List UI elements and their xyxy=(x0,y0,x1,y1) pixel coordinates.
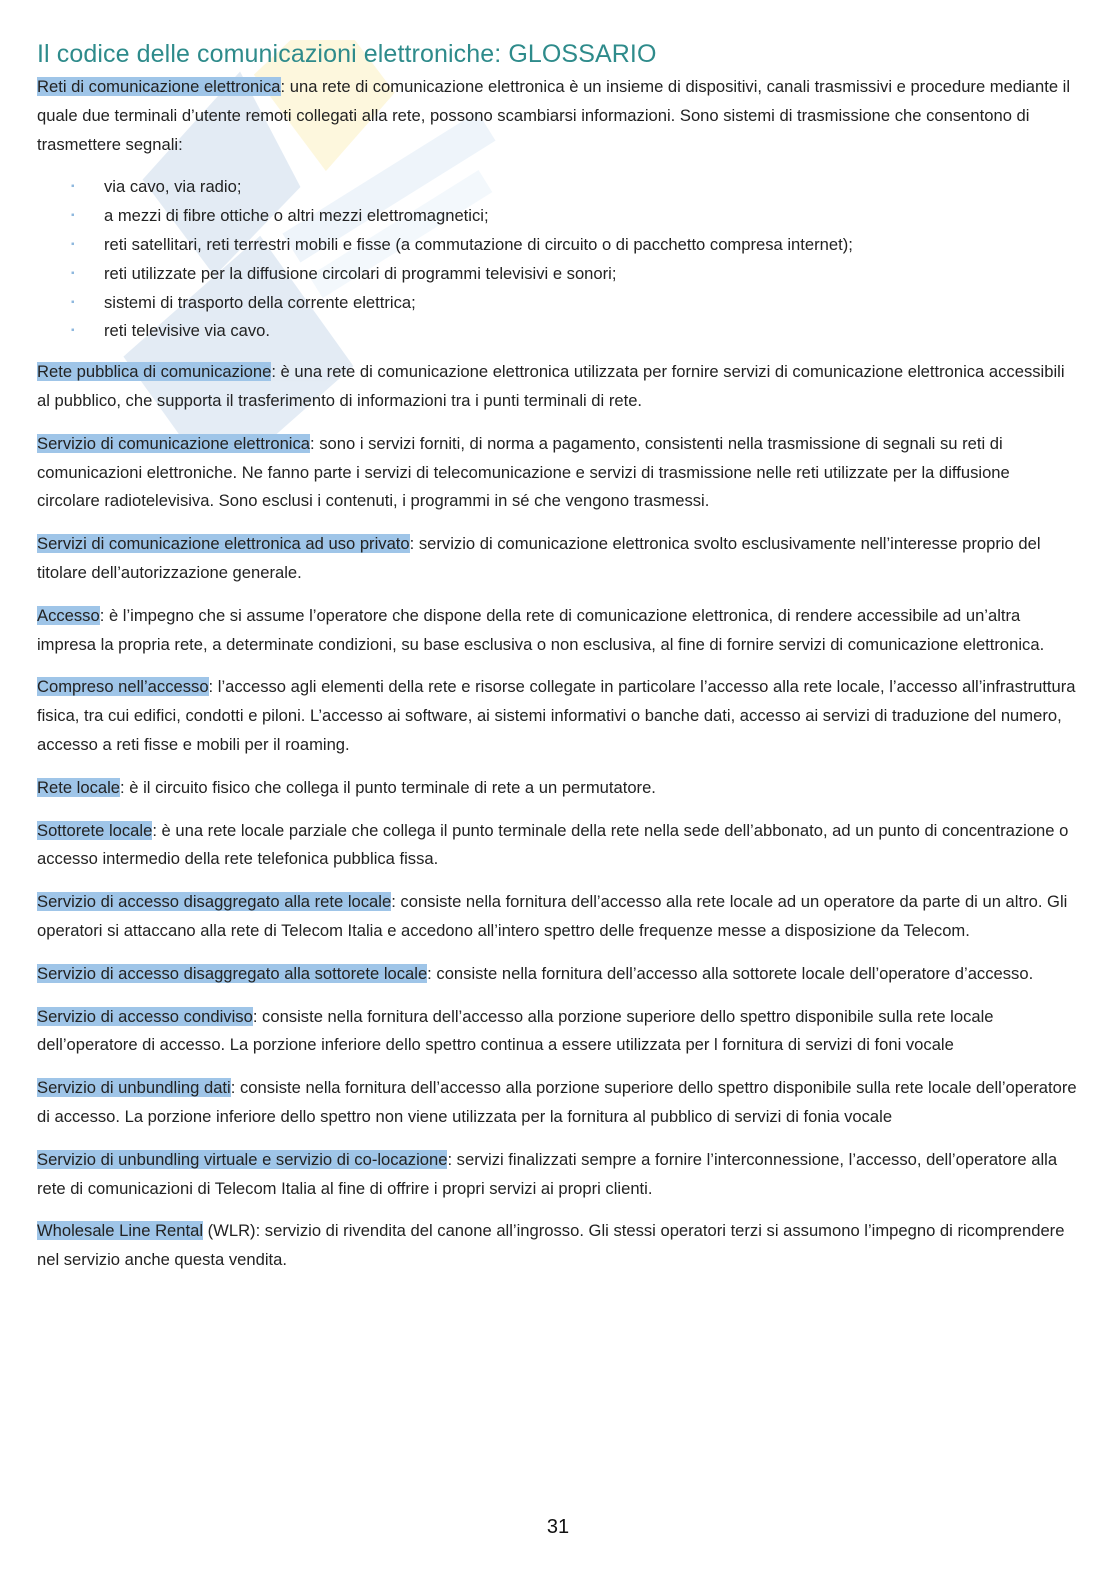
glossary-definition: : consiste nella fornitura dell’accesso alla sottorete locale dell’operatore d’accesso. xyxy=(427,963,1034,983)
glossary-definition: : consiste nella fornitura dell’accesso alla porzione superiore dello spettro disponibile sulla rete locale dell’operatore di accesso. La porzione inferiore dello spettro continua a essere utilizzata per l fornitura di servizi di foni vocale xyxy=(37,1006,994,1055)
page-title: Il codice delle comunicazioni elettroniche: GLOSSARIO xyxy=(37,40,657,68)
glossary-entry-rete-pubblica xyxy=(37,358,1077,416)
glossary-definition: : è una rete di comunicazione elettronica utilizzata per fornire servizi di comunicazione elettronica accessibili al pubblico, che supporta il trasferimento di informazioni tra i punti terminali di rete. xyxy=(37,362,1065,410)
list-item: ▪ reti satellitari, reti terrestri mobili e fisse (a commutazione di circuito o di pacchetto compresa internet); xyxy=(37,231,1077,260)
glossary-entry-rete-locale xyxy=(37,774,1077,803)
bullet-icon: ▪ xyxy=(71,181,75,193)
glossary-definition: (WLR): servizio di rivendita del canone all’ingrosso. Gli stessi operatori terzi si assumono l’impegno di ricomprendere nel servizio anche questa vendita. xyxy=(37,1221,1065,1270)
bullet-icon: ▪ xyxy=(71,296,75,308)
glossary-term: Reti di comunicazione elettronica xyxy=(37,77,281,96)
glossary-term: Compreso nell’accesso xyxy=(37,677,209,697)
glossary-entry-uso-privato xyxy=(37,530,1077,588)
glossary-definition: : l’accesso agli elementi della rete e risorse collegate in particolare l’accesso alla rete locale, l’accesso all’infrastruttura fisica, tra cui edifici, condotti e piloni. L’accesso ai software, ai sistemi informativi o banche dati, accesso ai servizi di traduzione del numero, accesso a reti fisse e mobili per il roaming. xyxy=(37,677,1076,754)
list-item: ▪ reti utilizzate per la diffusione circolari di programmi televisivi e sonori; xyxy=(37,260,1077,289)
list-item: ▪ reti televisive via cavo. xyxy=(37,317,1077,346)
glossary-definition: : consiste nella fornitura dell’accesso alla porzione superiore dello spettro disponibile sulla rete locale dell’operatore di accesso. La porzione inferiore dello spettro non viene utilizzata per la fornitura al pubblico di servizi di fonia vocale xyxy=(37,1078,1077,1126)
glossary-term: Rete locale xyxy=(37,777,121,797)
glossary-definition: : servizi finalizzati sempre a fornire l’interconnessione, l’accesso, dell’operatore alla rete di comunicazioni di Telecom Italia al fine di offrire i propri servizi ai propri clienti. xyxy=(37,1149,1058,1198)
bullet-icon: ▪ xyxy=(71,267,75,279)
glossary-term: Sottorete locale xyxy=(37,820,153,840)
glossary-term: Rete pubblica di comunicazione xyxy=(37,362,272,382)
glossary-term: Servizi di comunicazione elettronica ad uso privato xyxy=(37,534,410,554)
glossary-entry-disaggregato-rete xyxy=(37,888,1077,946)
glossary-term: Servizio di accesso condiviso xyxy=(37,1006,253,1026)
glossary-definition: : una rete di comunicazione elettronica è un insieme di dispositivi, canali trasmissivi e procedure mediante il quale due terminali d’utente remoti collegati alla rete, possono scambiarsi informazioni. Sono sistemi di trasmissione che consentono di trasmettere segnali: xyxy=(37,77,1071,154)
glossary-term: Wholesale Line Rental xyxy=(37,1221,204,1241)
list-item: ▪ a mezzi di fibre ottiche o altri mezzi elettromagnetici; xyxy=(37,202,1077,231)
glossary-entry-unbundling-dati xyxy=(37,1074,1077,1132)
glossary-definition: : sono i servizi forniti, di norma a pagamento, consistenti nella trasmissione di segnali su reti di comunicazioni elettroniche. Ne fanno parte i servizi di telecomunicazione e servizi di trasmissione nelle reti utilizzate per la diffusione circolare radiotelevisiva. Sono esclusi i contenuti, i programmi in sé che vengono trasmessi. xyxy=(37,433,1010,511)
glossary-entry-compreso-accesso xyxy=(37,673,1077,759)
glossary-definition: : consiste nella fornitura dell’accesso alla rete locale ad un operatore da parte di un altro. Gli operatori si attaccano alla rete di Telecom Italia e accedono all’intero spettro delle frequenze messe a disposizione da Telecom. xyxy=(37,892,1068,940)
glossary-definition: : è una rete locale parziale che collega il punto terminale della rete nella sede dell’abbonato, ad un punto di concentrazione o accesso intermedio della rete telefonica pubblica fissa. xyxy=(37,820,1069,869)
glossary-entry-unbundling-virtuale xyxy=(37,1146,1077,1204)
bullet-list xyxy=(37,173,1077,346)
document-page xyxy=(37,40,1077,1289)
bullet-icon: ▪ xyxy=(71,210,75,222)
page-number: 31 xyxy=(546,1516,570,1538)
glossary-term: Servizio di accesso disaggregato alla rete locale xyxy=(37,892,392,912)
glossary-term: Servizio di accesso disaggregato alla sottorete locale xyxy=(37,963,428,983)
glossary-entry-sottorete-locale xyxy=(37,817,1077,875)
list-item: ▪ via cavo, via radio; xyxy=(37,173,1077,202)
glossary-definition: : è l’impegno che si assume l’operatore che dispone della rete di comunicazione elettronica, di rendere accessibile ad un’altra impresa la propria rete, a determinate condizioni, su base esclusiva o non esclusiva, al fine di fornire servizi di comunicazione elettronica. xyxy=(37,605,1045,654)
list-item: ▪ sistemi di trasporto della corrente elettrica; xyxy=(37,289,1077,318)
glossary-entry-disaggregato-sottorete xyxy=(37,960,1077,989)
glossary-term: Accesso xyxy=(37,605,100,625)
bullet-icon: ▪ xyxy=(71,238,75,250)
bullet-icon: ▪ xyxy=(71,325,75,337)
glossary-term: Servizio di comunicazione elettronica xyxy=(37,433,311,453)
glossary-entry-accesso-condiviso xyxy=(37,1003,1077,1061)
glossary-entry-servizio-comunicazione xyxy=(37,430,1077,516)
glossary-definition: : servizio di comunicazione elettronica svolto esclusivamente nell’interesse proprio del titolare dell’autorizzazione generale. xyxy=(37,534,1041,582)
glossary-definition: : è il circuito fisico che collega il punto terminale di rete a un permutatore. xyxy=(120,777,656,797)
glossary-entry-reti xyxy=(37,73,1077,159)
glossary-entry-wlr xyxy=(37,1217,1077,1275)
glossary-entry-accesso xyxy=(37,602,1077,660)
glossary-term: Servizio di unbundling virtuale e servizio di co-locazione xyxy=(37,1149,448,1169)
glossary-term: Servizio di unbundling dati xyxy=(37,1078,231,1098)
